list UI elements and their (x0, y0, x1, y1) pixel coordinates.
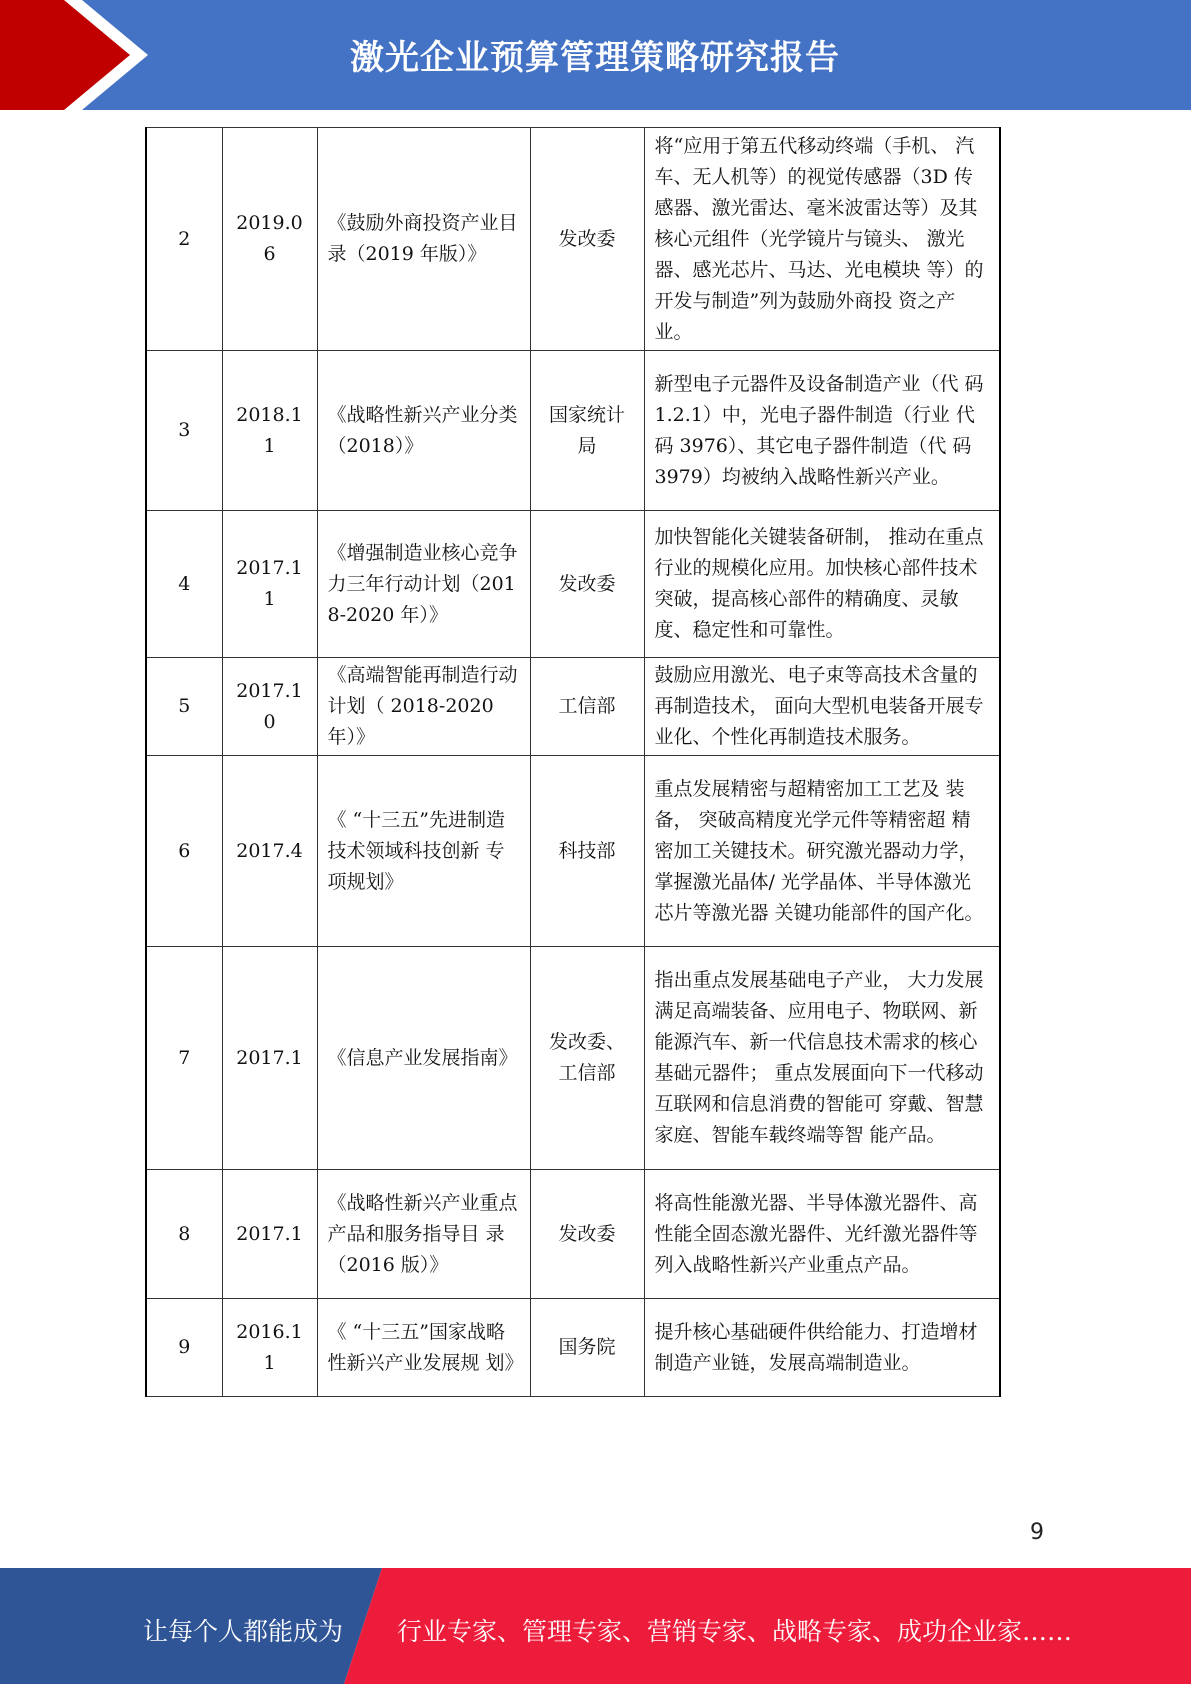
row-date: 2017.4 (222, 756, 317, 947)
row-number: 4 (146, 511, 222, 658)
page-footer (0, 1568, 1191, 1684)
policy-description: 鼓励应用激光、电子束等高技术含量的再制造技术， 面向大型机电装备开展专业化、个性化再制造技术服务。 (644, 658, 1000, 756)
row-number: 2 (146, 128, 222, 351)
policy-description: 将“应用于第五代移动终端（手机、 汽车、无人机等）的视觉传感器（3D 传感器、激光雷达、毫米波雷达等）及其核心元组件（光学镜片与镜头、 激光器、感光芯片、马达、光电模块 等）的开发与制造”列为鼓励外商投 资之产业。 (644, 128, 1000, 351)
row-date: 2017.1 (222, 1170, 317, 1299)
table-row (146, 351, 1000, 511)
issuing-department: 国家统计局 (530, 351, 644, 511)
header-arrow-icon (0, 0, 160, 110)
row-date: 2019.06 (222, 128, 317, 351)
issuing-department: 发改委 (530, 128, 644, 351)
row-date: 2017.1 (222, 947, 317, 1170)
issuing-department: 发改委 (530, 511, 644, 658)
footer-slogan: 让每个人都能成为 (143, 1617, 344, 1646)
policy-description: 指出重点发展基础电子产业， 大力发展满足高端装备、应用电子、物联网、新能源汽车、新一代信息技术需求的核心基础元器件； 重点发展面向下一代移动互联网和信息消费的智能可 穿戴、智慧家庭、智能车载终端等智 能产品。 (644, 947, 1000, 1170)
row-date: 2017.10 (222, 658, 317, 756)
issuing-department: 发改委 (530, 1170, 644, 1299)
report-title: 激光企业预算管理策略研究报告 (350, 38, 840, 78)
table-row (146, 128, 1000, 351)
issuing-department: 国务院 (530, 1299, 644, 1397)
policy-name: 《高端智能再制造行动 计划（ 2018-2020 年）》 (317, 658, 530, 756)
table-row (146, 947, 1000, 1170)
row-number: 8 (146, 1170, 222, 1299)
policy-name: 《增强制造业核心竞争力三年行动计划（2018-2020 年）》 (317, 511, 530, 658)
policy-description: 新型电子元器件及设备制造产业（代 码 1.2.1）中，光电子器件制造（行业 代码 3976）、其它电子器件制造（代 码 3979）均被纳入战略性新兴产业。 (644, 351, 1000, 511)
table-row (146, 1170, 1000, 1299)
policy-description: 提升核心基础硬件供给能力、打造增材制造产业链，发展高端制造业。 (644, 1299, 1000, 1397)
issuing-department: 发改委、工信部 (530, 947, 644, 1170)
policy-table (145, 127, 1001, 1397)
issuing-department: 科技部 (530, 756, 644, 947)
row-number: 9 (146, 1299, 222, 1397)
row-date: 2018.11 (222, 351, 317, 511)
issuing-department: 工信部 (530, 658, 644, 756)
policy-description: 重点发展精密与超精密加工工艺及 装备， 突破高精度光学元件等精密超 精密加工关键技术。研究激光器动力学，掌握激光晶体/ 光学晶体、半导体激光芯片等激光器 关键功能部件的国产化。 (644, 756, 1000, 947)
footer-expert-list: 行业专家、管理专家、营销专家、战略专家、成功企业家…… (397, 1617, 1073, 1646)
policy-name: 《战略性新兴产业分类（2018）》 (317, 351, 530, 511)
row-number: 6 (146, 756, 222, 947)
policy-name: 《战略性新兴产业重点产品和服务指导目 录（2016 版）》 (317, 1170, 530, 1299)
row-date: 2016.11 (222, 1299, 317, 1397)
table-row (146, 511, 1000, 658)
row-number: 3 (146, 351, 222, 511)
table-row (146, 1299, 1000, 1397)
policy-description: 加快智能化关键装备研制， 推动在重点行业的规模化应用。加快核心部件技术突破，提高核心部件的精确度、灵敏度、稳定性和可靠性。 (644, 511, 1000, 658)
page-number: 9 (1030, 1520, 1044, 1545)
policy-description: 将高性能激光器、半导体激光器件、高性能全固态激光器件、光纤激光器件等列入战略性新兴产业重点产品。 (644, 1170, 1000, 1299)
row-number: 7 (146, 947, 222, 1170)
row-number: 5 (146, 658, 222, 756)
policy-name: 《鼓励外商投资产业目录（2019 年版）》 (317, 128, 530, 351)
page-header (0, 0, 1191, 110)
policy-name: 《信息产业发展指南》 (317, 947, 530, 1170)
row-date: 2017.11 (222, 511, 317, 658)
policy-name: 《 “十三五”国家战略性新兴产业发展规 划》 (317, 1299, 530, 1397)
policy-name: 《 “十三五”先进制造技术领域科技创新 专项规划》 (317, 756, 530, 947)
table-row (146, 756, 1000, 947)
table-row (146, 658, 1000, 756)
